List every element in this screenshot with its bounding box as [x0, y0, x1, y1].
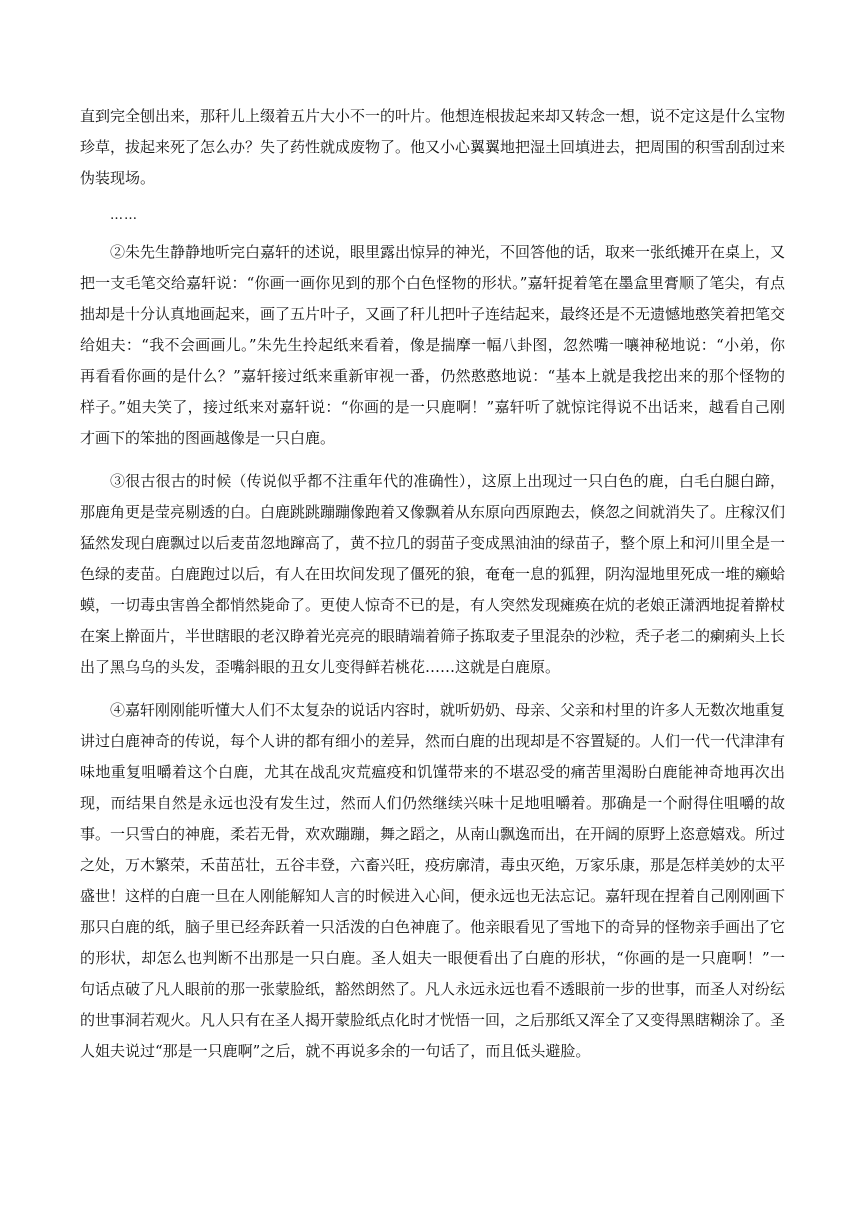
- document-page: [80, 101, 785, 1067]
- paragraph-3: ③很古很古的时候（传说似乎都不注重年代的准确性），这原上出现过一只白色的鹿，白毛白腿白蹄，那鹿角更是莹亮剔透的白。白鹿跳跳蹦蹦像跑着又像飘着从东原向西原跑去，倏忽之间就消失了。庄稼汉们猛然发现白鹿飘过以后麦苗忽地蹿高了，黄不拉几的弱苗子变成黑油油的绿苗子，整个原上和河川里全是一色绿的麦苗。白鹿跑过以后，有人在田坎间发现了僵死的狼，奄奄一息的狐狸，阴沟湿地里死成一堆的癞蛤蟆，一切毒虫害兽全都悄然毙命了。更使人惊奇不已的是，有人突然发现瘫痪在炕的老娘正潇洒地捉着擀杖在案上擀面片，半世瞎眼的老汉睁着光亮亮的眼睛端着筛子拣取麦子里混杂的沙粒，秃子老二的瘌痢头上长出了黑乌乌的头发，歪嘴斜眼的丑女儿变得鲜若桃花……这就是白鹿原。: [80, 472, 786, 676]
- paragraph-continued: 直到完全刨出来，那秆儿上缀着五片大小不一的叶片。他想连根拔起来却又转念一想，说不定这是什么宝物珍草，拔起来死了怎么办？失了药性就成废物了。他又小心翼翼地把湿土回填进去，把周围的积雪刮刮过来伪装现场。: [80, 107, 786, 187]
- paragraph-2: ②朱先生静静地听完白嘉轩的述说，眼里露出惊异的神光，不回答他的话，取来一张纸摊开在桌上，又把一支毛笔交给嘉轩说：“你画一画你见到的那个白色怪物的形状。”嘉轩捉着笔在墨盒里膏顺了笔尖，有点拙却是十分认真地画起来，画了五片叶子，又画了秆儿把叶子连结起来，最终还是不无遗憾地憨笑着把笔交给姐夫：“我不会画画儿。”朱先生拎起纸来看着，像是揣摩一幅八卦图，忽然嘴一嚷神秘地说：“小弟，你再看看你画的是什么？”嘉轩接过纸来重新审视一番，仍然憨憨地说：“基本上就是我挖出来的那个怪物的样子。”姐夫笑了，接过纸来对嘉轩说：“你画的是一只鹿啊！”嘉轩听了就惊诧得说不出话来，越看自己刚才画下的笨拙的图画越像是一只白鹿。: [80, 243, 786, 447]
- ellipsis-separator: ……: [110, 208, 138, 223]
- paragraph-4: ④嘉轩刚刚能听懂大人们不太复杂的说话内容时，就听奶奶、母亲、父亲和村里的许多人无数次地重复讲过白鹿神奇的传说，每个人讲的都有细小的差异，然而白鹿的出现却是不容置疑的。人们一代一代津津有味地重复咀嚼着这个白鹿，尤其在战乱灾荒瘟疫和饥馑带来的不堪忍受的痛苦里渴盼白鹿能神奇地再次出现，而结果自然是永远也没有发生过，然而人们仍然继续兴味十足地咀嚼着。那确是一个耐得住咀嚼的故事。一只雪白的神鹿，柔若无骨，欢欢蹦蹦，舞之蹈之，从南山飘逸而出，在开阔的原野上恣意嬉戏。所过之处，万木繁荣，禾苗茁壮，五谷丰登，六畜兴旺，疫疠廓清，毒虫灭绝，万家乐康，那是怎样美妙的太平盛世！这样的白鹿一旦在人刚能解知人言的时候进入心间，便永远也无法忘记。嘉轩现在捏着自己刚刚画下那只白鹿的纸，脑子里已经奔跃着一只活泼的白色神鹿了。他亲眼看见了雪地下的奇异的怪物亲手画出了它的形状，却怎么也判断不出那是一只白鹿。圣人姐夫一眼便看出了白鹿的形状，“你画的是一只鹿啊！”一句话点破了凡人眼前的那一张蒙脸纸，豁然朗然了。凡人永远永远也看不透眼前一步的世事，而圣人对纷纭的世事洞若观火。凡人只有在圣人揭开蒙脸纸点化时才恍悟一回，之后那纸又浑全了又变得黑瞎糊涂了。圣人姐夫说过“那是一只鹿啊”之后，就不再说多余的一句话了，而且低头避脸。: [80, 701, 786, 1060]
